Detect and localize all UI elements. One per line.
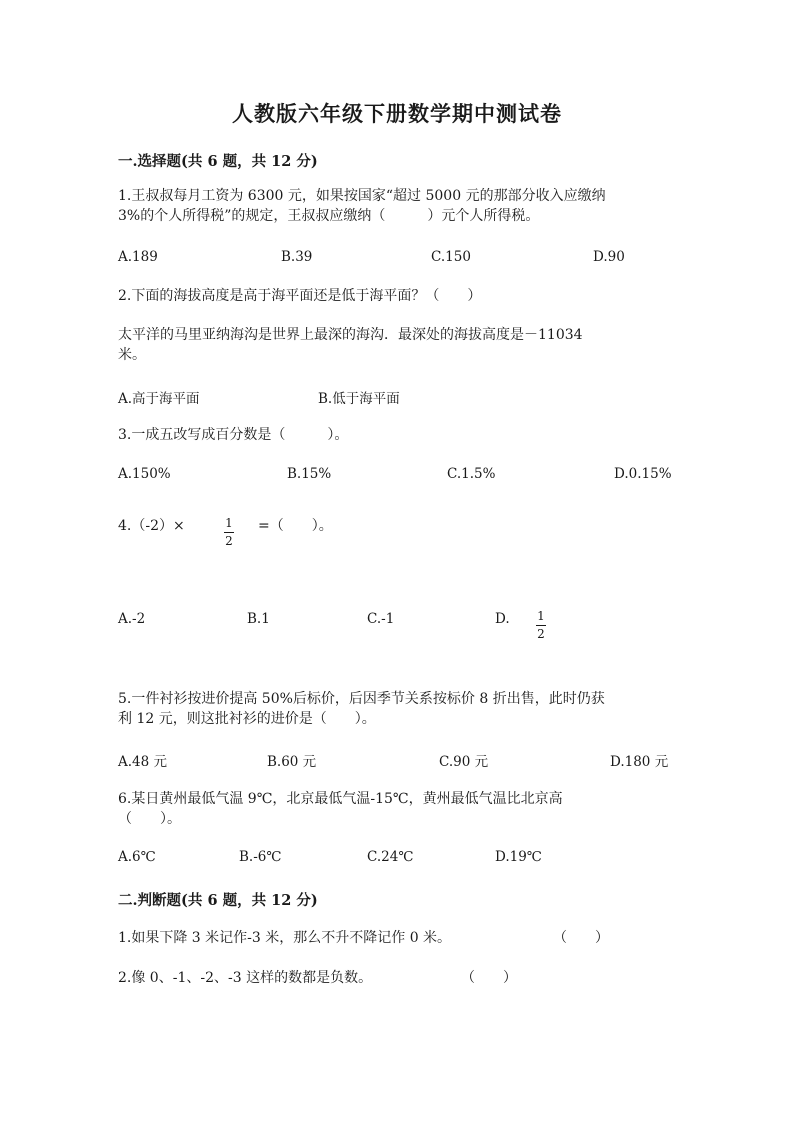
q2-option-b: B.低于海平面 <box>318 391 400 407</box>
fraction-bar <box>536 625 546 626</box>
q3-option-d: D.0.15% <box>614 466 672 482</box>
q4-option-d-numerator: 1 <box>537 609 545 623</box>
q5-option-a: A.48 元 <box>118 754 168 770</box>
question-2-line-3: 米。 <box>118 347 146 363</box>
q3-option-b: B.15% <box>287 466 332 482</box>
question-6-line-2: （ ）。 <box>118 811 181 827</box>
q6-option-b: B.-6℃ <box>239 849 282 865</box>
section-heading-judgment: 二.判断题(共 6 题，共 12 分) <box>118 892 318 909</box>
q4-option-d: D. <box>495 611 510 627</box>
q6-option-a: A.6℃ <box>118 849 156 865</box>
q4-option-b: B.1 <box>247 611 270 627</box>
section-heading-choice: 一.选择题(共 6 题，共 12 分) <box>118 153 318 170</box>
q2-option-a: A.高于海平面 <box>118 391 200 407</box>
q4-fraction-numerator: 1 <box>225 516 233 530</box>
q1-option-a: A.189 <box>118 249 158 265</box>
q6-option-d: D.19℃ <box>495 849 542 865</box>
q4-option-d-denominator: 2 <box>537 627 545 641</box>
q1-option-d: D.90 <box>593 249 625 265</box>
judgment-1-answer-paren: （ ） <box>553 930 609 946</box>
question-2-line-2: 太平洋的马里亚纳海沟是世界上最深的海沟．最深处的海拔高度是－11034 <box>118 327 583 343</box>
judgment-1-text: 1.如果下降 3 米记作-3 米，那么不升不降记作 0 米。 <box>118 930 452 946</box>
question-5-line-1: 5.一件衬衫按进价提高 50%后标价，后因季节关系按标价 8 折出售，此时仍获 <box>118 691 605 707</box>
q3-option-a: A.150% <box>118 466 171 482</box>
q5-option-b: B.60 元 <box>267 754 317 770</box>
q6-option-c: C.24℃ <box>367 849 414 865</box>
question-4-suffix: =（ ）。 <box>258 518 333 534</box>
q3-option-c: C.1.5% <box>447 466 496 482</box>
q5-option-c: C.90 元 <box>439 754 489 770</box>
question-5-line-2: 利 12 元，则这批衬衫的进价是（ ）。 <box>118 711 376 727</box>
question-2-line-1: 2.下面的海拔高度是高于海平面还是低于海平面？（ ） <box>118 288 482 304</box>
q1-option-c: C.150 <box>431 249 471 265</box>
question-6-line-1: 6.某日黄州最低气温 9℃，北京最低气温-15℃，黄州最低气温比北京高 <box>118 791 563 807</box>
judgment-2-text: 2.像 0、-1、-2、-3 这样的数都是负数。 <box>118 970 373 986</box>
q4-fraction-denominator: 2 <box>225 534 233 548</box>
q1-option-b: B.39 <box>281 249 313 265</box>
judgment-2-answer-paren: （ ） <box>461 970 517 986</box>
page-title: 人教版六年级下册数学期中测试卷 <box>232 101 562 126</box>
q4-fraction <box>224 512 234 548</box>
q5-option-d: D.180 元 <box>610 754 669 770</box>
question-4-prefix: 4.（-2）× <box>118 518 185 534</box>
question-1-line-2: 3%的个人所得税”的规定，王叔叔应缴纳（ ）元个人所得税。 <box>118 208 540 224</box>
q4-option-a: A.-2 <box>118 611 146 627</box>
fraction-bar <box>224 532 234 533</box>
question-1-line-1: 1.王叔叔每月工资为 6300 元，如果按国家“超过 5000 元的那部分收入应缴纳 <box>118 188 606 204</box>
q4-option-c: C.-1 <box>367 611 395 627</box>
q4-option-d-fraction <box>536 605 546 641</box>
question-3-line-1: 3.一成五改写成百分数是（ ）。 <box>118 427 349 443</box>
